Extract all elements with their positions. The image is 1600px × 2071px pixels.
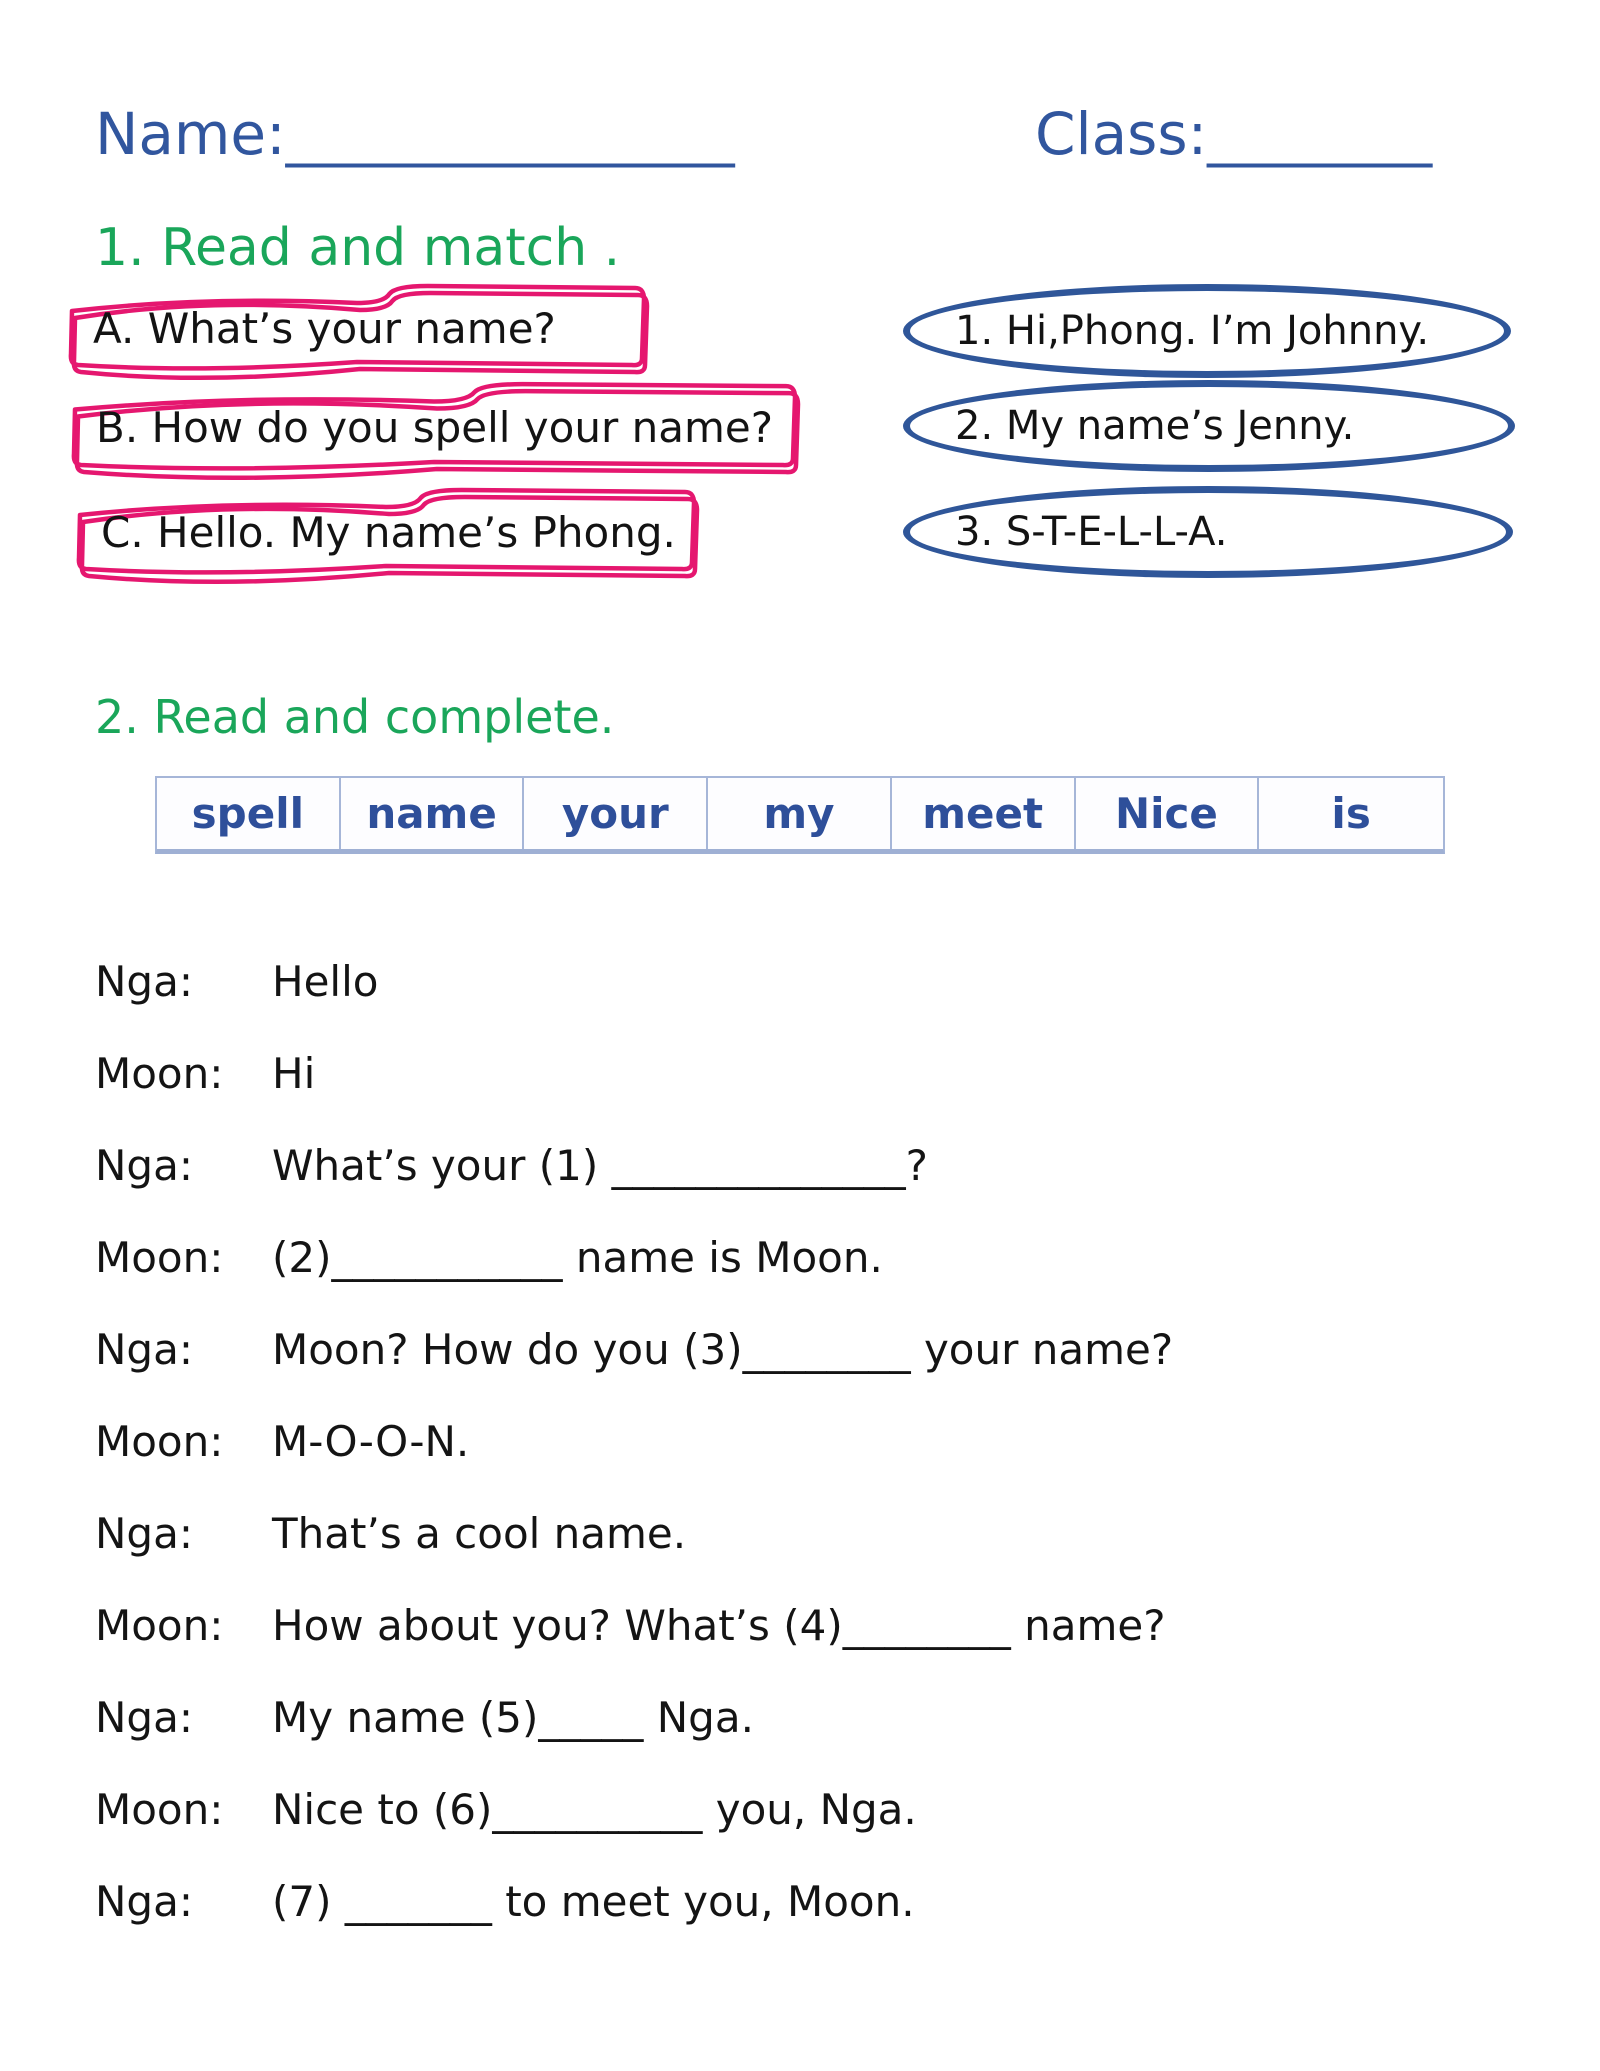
dialogue-line: Hi xyxy=(272,1048,316,1098)
word-bank-table xyxy=(155,776,1445,854)
match-box-b xyxy=(66,376,802,478)
dialogue-line: Nice to (6)__________ you, Nga. xyxy=(272,1784,917,1834)
dialogue-row xyxy=(95,1027,1535,1119)
match-box-c xyxy=(71,482,701,582)
match-oval-3-text: 3. S-T-E-L-L-A. xyxy=(955,509,1228,555)
word-bank-cell: your xyxy=(524,778,708,849)
dialogue-row xyxy=(95,935,1535,1027)
match-box-b-text: B. How do you spell your name? xyxy=(96,402,773,452)
match-box-c-text: C. Hello. My name’s Phong. xyxy=(101,507,676,557)
match-oval-1-text: 1. Hi,Phong. I’m Johnny. xyxy=(955,308,1430,354)
class-blank-line: ________ xyxy=(1207,100,1432,168)
word-bank-cell: meet xyxy=(892,778,1076,849)
speaker-label: Nga: xyxy=(95,1692,193,1742)
dialogue-line: What’s your (1) ______________? xyxy=(272,1140,928,1190)
dialogue-row xyxy=(95,1671,1535,1763)
dialogue-row xyxy=(95,1579,1535,1671)
speaker-label: Moon: xyxy=(95,1784,224,1834)
speaker-label: Moon: xyxy=(95,1600,224,1650)
word-bank-cell: is xyxy=(1331,789,1371,838)
match-box-a xyxy=(63,278,651,378)
class-label: Class: xyxy=(1035,100,1208,168)
dialogue-row xyxy=(95,1763,1535,1855)
dialogue-line: M-O-O-N. xyxy=(272,1416,470,1466)
match-box-a-text: A. What’s your name? xyxy=(93,303,556,353)
dialogue-line: How about you? What’s (4)________ name? xyxy=(272,1600,1166,1650)
section2-title: 2. Read and complete. xyxy=(95,690,615,744)
dialogue-row xyxy=(95,1211,1535,1303)
match-oval-1 xyxy=(903,284,1511,378)
dialogue-row xyxy=(95,1395,1535,1487)
header-row xyxy=(95,100,1555,180)
dialogue-line: Moon? How do you (3)________ your name? xyxy=(272,1324,1174,1374)
word-bank-cell: spell xyxy=(157,778,341,849)
speaker-label: Nga: xyxy=(95,956,193,1006)
dialogue-line: (2)___________ name is Moon. xyxy=(272,1232,883,1282)
name-label: Name: xyxy=(95,100,286,168)
section1-title: 1. Read and match . xyxy=(95,218,621,278)
word-bank-cell: name xyxy=(341,778,525,849)
dialogue-line: That’s a cool name. xyxy=(272,1508,687,1558)
word-bank-cell: my xyxy=(708,778,892,849)
dialogue-line: (7) _______ to meet you, Moon. xyxy=(272,1876,915,1926)
name-blank-line: ________________ xyxy=(285,100,734,168)
speaker-label: Nga: xyxy=(95,1140,193,1190)
speaker-label: Nga: xyxy=(95,1876,193,1926)
speaker-label: Nga: xyxy=(95,1508,193,1558)
match-oval-3 xyxy=(903,486,1513,578)
speaker-label: Moon: xyxy=(95,1416,224,1466)
dialogue-line: My name (5)_____ Nga. xyxy=(272,1692,754,1742)
dialogue-row xyxy=(95,1855,1535,1947)
dialogue-row xyxy=(95,1119,1535,1211)
speaker-label: Moon: xyxy=(95,1232,224,1282)
dialogue-line: Hello xyxy=(272,956,379,1006)
speaker-label: Nga: xyxy=(95,1324,193,1374)
word-bank-cell: Nice xyxy=(1076,778,1260,849)
dialogue-row xyxy=(95,1303,1535,1395)
dialogue xyxy=(95,935,1535,1947)
match-oval-2 xyxy=(903,380,1515,472)
dialogue-row xyxy=(95,1487,1535,1579)
speaker-label: Moon: xyxy=(95,1048,224,1098)
match-oval-2-text: 2. My name’s Jenny. xyxy=(955,403,1355,449)
